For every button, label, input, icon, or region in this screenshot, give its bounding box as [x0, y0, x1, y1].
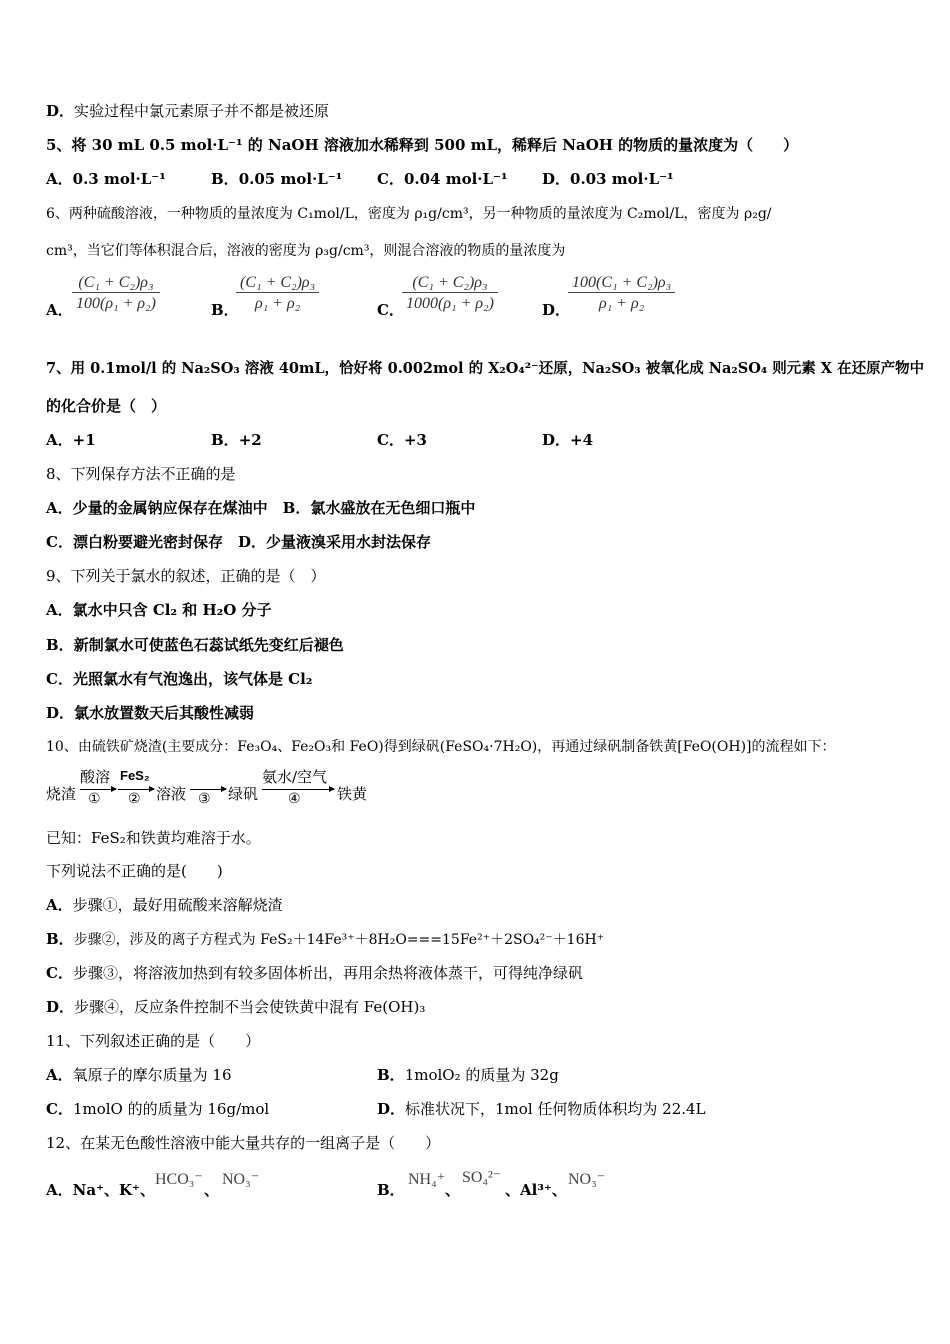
- numerator: (C₁ + C₂)ρ₃: [402, 274, 498, 293]
- q7-stem-line1: 7、用 0.1mol/l 的 Na₂SO₃ 溶液 40mL，恰好将 0.002mol 的 X₂O₄²⁻还原，Na₂SO₃ 被氧化成 Na₂SO₄ 则元素 X 在还原产物中: [46, 360, 925, 377]
- q11-option-b: [377, 1065, 559, 1085]
- q5-option-c: [377, 169, 508, 189]
- q6-option-c-label: C．: [377, 301, 404, 319]
- option-label: D．: [542, 431, 571, 449]
- q9-option-b: [46, 635, 344, 655]
- option-text: 氯水中只含 Cl₂ 和 H₂O 分子: [72, 601, 272, 619]
- q5-option-d: [542, 169, 674, 189]
- option-label: D．: [542, 170, 571, 188]
- q10-option-b: [46, 929, 604, 950]
- q9-option-d: [46, 703, 254, 723]
- q10-option-a: [46, 895, 283, 915]
- q9-stem: 9、下列关于氯水的叙述，正确的是（ ）: [46, 567, 326, 585]
- q12-b-separator: 、: [445, 1181, 461, 1199]
- q10-known: 已知：FeS₂和铁黄均难溶于水。: [46, 829, 261, 847]
- flow-arrow3: [190, 789, 226, 790]
- q5-stem: 5、将 30 mL 0.5 mol·L⁻¹ 的 NaOH 溶液加水稀释到 500 mL，稀释后 NaOH 的物质的量浓度为（ ）: [46, 136, 799, 154]
- option-text: 实验过程中氯元素原子并不都是被还原: [74, 102, 330, 120]
- option-text: +1: [72, 431, 96, 449]
- option-text: 0.03 mol·L⁻¹: [570, 170, 674, 188]
- numerator: 100(C₁ + C₂)ρ₃: [568, 274, 675, 293]
- flow-arrow1-reagent: 酸溶: [80, 768, 111, 786]
- q5-option-b: [211, 169, 342, 189]
- q6-option-b-fraction: [236, 274, 319, 313]
- q12-option-a: [46, 1180, 155, 1200]
- q6-option-a-label: A．: [46, 301, 73, 319]
- option-text: 0.05 mol·L⁻¹: [238, 170, 343, 188]
- option-label: C．: [46, 670, 73, 688]
- ions-text: Na⁺、K⁺、: [72, 1181, 155, 1199]
- option-text: 0.04 mol·L⁻¹: [403, 170, 508, 188]
- q7-option-b: [211, 430, 262, 450]
- option-text: 1molO₂ 的质量为 32g: [404, 1066, 559, 1084]
- flow-step1: ①: [88, 791, 101, 807]
- q10-question: 下列说法不正确的是( ): [46, 862, 223, 880]
- option-label: A．: [46, 1181, 73, 1199]
- option-label: B．: [211, 431, 239, 449]
- q5-option-a: [46, 169, 166, 189]
- q6-option-d-label: D．: [542, 301, 571, 319]
- q12-b-ion-sulfate: SO₄²⁻: [462, 1169, 502, 1186]
- option-label: B．: [211, 170, 239, 188]
- q6-option-c-fraction: [402, 274, 498, 313]
- denominator: ρ₁ + ρ₂: [598, 295, 645, 312]
- q11-stem: 11、下列叙述正确的是（ ）: [46, 1032, 261, 1050]
- q12-a-ion-bicarbonate: HCO₃⁻: [155, 1171, 203, 1188]
- q6-option-a-fraction: [72, 274, 160, 313]
- q6-stem-line1: 6、两种硫酸溶液，一种物质的量浓度为 C₁mol/L，密度为 ρ₁g/cm³，另一种物质的量浓度为 C₂mol/L，密度为 ρ₂g/: [46, 206, 772, 222]
- q12-b-ion-ammonium: NH₄⁺: [408, 1171, 446, 1188]
- option-label: C．: [377, 431, 404, 449]
- option-label: C．: [377, 170, 404, 188]
- flow-node-solution: 溶液: [156, 785, 187, 803]
- option-text: 标准状况下，1mol 任何物质体积均为 22.4L: [405, 1100, 706, 1118]
- q12-a-separator: 、: [204, 1181, 220, 1199]
- option-text: +4: [570, 431, 594, 449]
- q9-option-a: [46, 600, 272, 620]
- option-label: C．: [46, 964, 73, 982]
- q7-option-c: [377, 430, 427, 450]
- q12-b-ion-nitrate: NO₃⁻: [568, 1171, 606, 1188]
- numerator: (C₁ + C₂)ρ₃: [72, 274, 160, 293]
- flow-arrow1: [80, 789, 116, 790]
- q7-stem-line2: 的化合价是（ ）: [46, 397, 167, 415]
- option-text: +3: [403, 431, 427, 449]
- q8-options-line1: A．少量的金属钠应保存在煤油中 B．氯水盛放在无色细口瓶中: [46, 499, 476, 517]
- q6-stem-line2: cm³，当它们等体积混合后，溶液的密度为 ρ₃g/cm³，则混合溶液的物质的量浓度为: [46, 243, 566, 259]
- option-label: D．: [46, 704, 75, 722]
- denominator: 1000(ρ₁ + ρ₂): [406, 295, 494, 312]
- option-text: 步骤④，反应条件控制不当会使铁黄中混有 Fe(OH)₃: [74, 998, 426, 1016]
- option-label: D．: [46, 102, 75, 120]
- q10-option-d: [46, 997, 425, 1017]
- q11-option-d: [377, 1099, 706, 1119]
- q10-option-c: [46, 963, 583, 983]
- option-label: A．: [46, 896, 73, 914]
- q12-b-ions-text: 、Al³⁺、: [505, 1181, 567, 1199]
- q4-option-d: [46, 101, 329, 121]
- q8-stem: 8、下列保存方法不正确的是: [46, 465, 236, 483]
- option-text: +2: [238, 431, 262, 449]
- flow-arrow2-reagent: FeS₂: [120, 768, 150, 783]
- q12-a-ion-nitrate: NO₃⁻: [222, 1171, 260, 1188]
- option-label: D．: [377, 1100, 406, 1118]
- option-text: 光照氯水有气泡逸出，该气体是 Cl₂: [72, 670, 313, 688]
- q11-option-a: [46, 1065, 232, 1085]
- option-label: B．: [46, 930, 74, 948]
- flow-node-slag: 烧渣: [46, 785, 77, 803]
- flow-arrow4-reagent: 氨水/空气: [262, 768, 328, 786]
- option-label: D．: [46, 998, 75, 1016]
- q9-option-c: [46, 669, 312, 689]
- option-text: 步骤①，最好用硫酸来溶解烧渣: [72, 896, 283, 914]
- option-text: 1molO 的的质量为 16g/mol: [72, 1100, 270, 1118]
- option-label: A．: [46, 170, 73, 188]
- option-text: 氧原子的摩尔质量为 16: [72, 1066, 232, 1084]
- option-text: 氯水放置数天后其酸性减弱: [74, 704, 255, 722]
- q7-option-a: [46, 430, 96, 450]
- option-label: A．: [46, 1066, 73, 1084]
- flow-step2: ②: [128, 791, 141, 807]
- q6-option-d-fraction: [568, 274, 675, 313]
- option-label: A．: [46, 431, 73, 449]
- q12-stem: 12、在某无色酸性溶液中能大量共存的一组离子是（ ）: [46, 1134, 441, 1152]
- q11-option-c: [46, 1099, 269, 1119]
- option-text: 新制氯水可使蓝色石蕊试纸先变红后褪色: [73, 636, 344, 654]
- q7-option-d: [542, 430, 593, 450]
- option-text: 步骤②，涉及的离子方程式为 FeS₂＋14Fe³⁺＋8H₂O===15Fe²⁺＋2SO₄²⁻＋16H⁺: [73, 932, 605, 948]
- option-text: 步骤③，将溶液加热到有较多固体析出，再用余热将液体蒸干，可得纯净绿矾: [72, 964, 583, 982]
- option-label: A．: [46, 601, 73, 619]
- numerator: (C₁ + C₂)ρ₃: [236, 274, 319, 293]
- flow-step4: ④: [288, 791, 301, 807]
- q6-option-b-label: B．: [211, 301, 239, 319]
- flow-arrow4: [262, 789, 334, 790]
- q10-stem: 10、由硫铁矿烧渣(主要成分：Fe₃O₄、Fe₂O₃和 FeO)得到绿矾(FeSO₄·7H₂O)，再通过绿矾制备铁黄[FeO(OH)]的流程如下：: [46, 739, 836, 755]
- flow-node-iron-yellow: 铁黄: [337, 785, 368, 803]
- option-label: B．: [46, 636, 74, 654]
- flow-node-green-vitriol: 绿矾: [228, 785, 259, 803]
- flow-step3: ③: [198, 791, 211, 807]
- denominator: ρ₁ + ρ₂: [254, 295, 301, 312]
- denominator: 100(ρ₁ + ρ₂): [76, 295, 156, 312]
- flow-arrow2: [118, 789, 154, 790]
- q12-option-b-label: B．: [377, 1181, 405, 1199]
- option-label: C．: [46, 1100, 73, 1118]
- option-text: 0.3 mol·L⁻¹: [72, 170, 166, 188]
- q8-options-line2: C．漂白粉要避光密封保存 D．少量液溴采用水封法保存: [46, 533, 431, 551]
- option-label: B．: [377, 1066, 405, 1084]
